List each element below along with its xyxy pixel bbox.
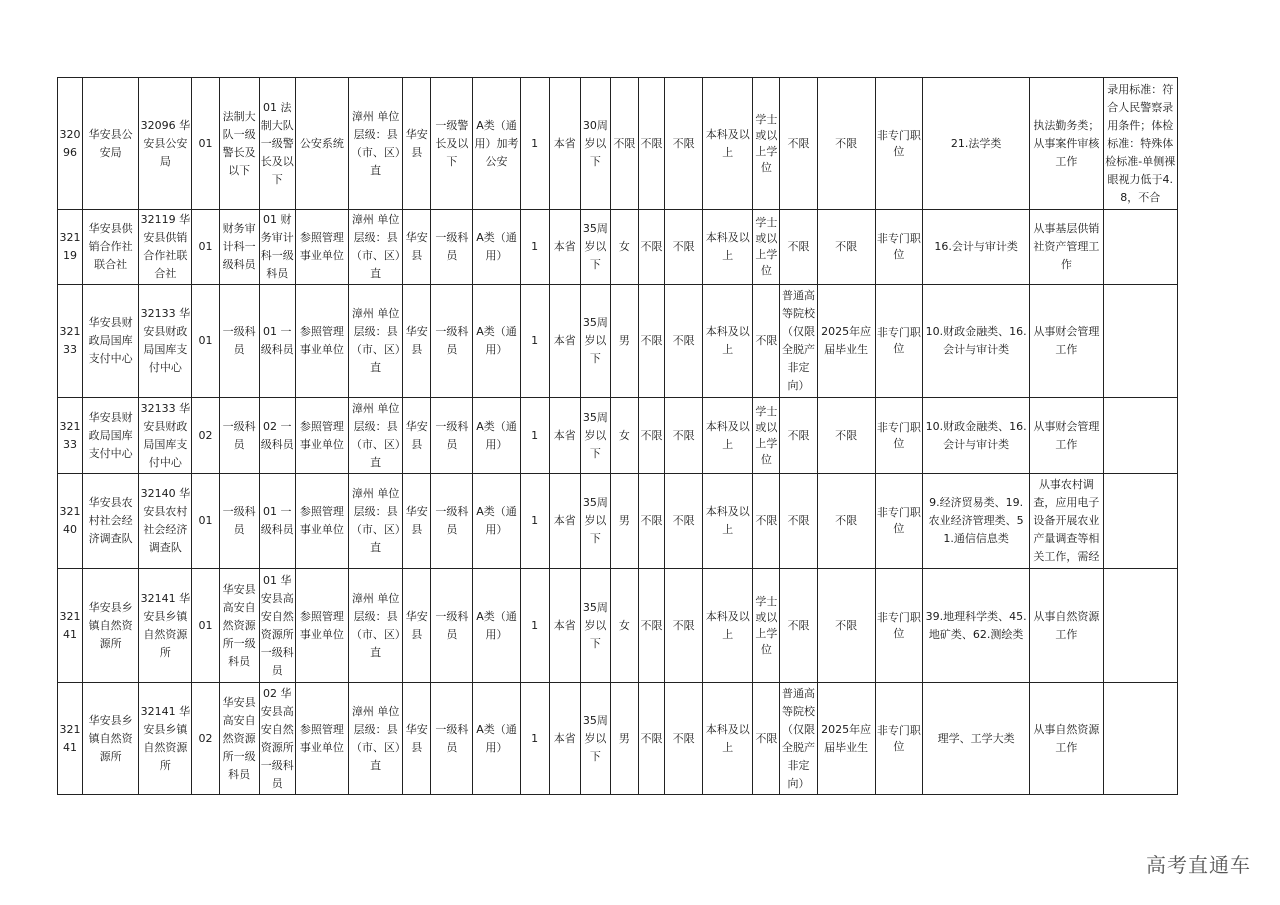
table-cell: 漳州 单位层级：县（市、区）直 <box>349 474 403 569</box>
table-cell: 32133 华安县财政局国库支付中心 <box>139 398 192 474</box>
table-cell: 本科及以上 <box>703 474 753 569</box>
table-cell: 2025年应届毕业生 <box>817 285 875 398</box>
table-cell: 男 <box>610 683 638 795</box>
table-cell: 一级科员 <box>219 285 259 398</box>
table-cell: 一级科员 <box>431 474 473 569</box>
table-cell <box>1103 210 1177 285</box>
table-cell: 01 一级科员 <box>259 285 295 398</box>
table-cell: 32141 华安县乡镇自然资源所 <box>139 569 192 683</box>
table-cell: 一级科员 <box>431 398 473 474</box>
table-cell <box>1103 474 1177 569</box>
table-cell: 不限 <box>638 285 664 398</box>
table-row <box>58 474 1178 569</box>
table-cell: 不限 <box>665 285 703 398</box>
table-cell: 一级科员 <box>431 569 473 683</box>
table-cell: 1 <box>520 683 549 795</box>
table-cell: 不限 <box>780 398 817 474</box>
table-cell: 32140 华安县农村社会经济调查队 <box>139 474 192 569</box>
table-cell: A类（通用）加考公安 <box>473 78 520 210</box>
table-cell: 不限 <box>638 78 664 210</box>
table-cell: 02 华安县高安自然资源所一级科员 <box>259 683 295 795</box>
table-row <box>58 78 1178 210</box>
table-cell: 华安县 <box>403 569 431 683</box>
table-cell: 39.地理科学类、45.地矿类、62.测绘类 <box>922 569 1029 683</box>
table-cell: 35周岁以下 <box>580 474 610 569</box>
table-cell: 本省 <box>549 398 580 474</box>
table-cell: 从事基层供销社资产管理工作 <box>1030 210 1103 285</box>
table-cell: A类（通用） <box>473 474 520 569</box>
table-cell: 非专门职位 <box>875 683 922 795</box>
table-row <box>58 285 1178 398</box>
table-cell <box>1103 285 1177 398</box>
table-cell: 不限 <box>665 474 703 569</box>
table-cell: 非专门职位 <box>875 78 922 210</box>
table-row <box>58 569 1178 683</box>
table-cell: 本省 <box>549 285 580 398</box>
table-cell: 1 <box>520 398 549 474</box>
table-cell: 学士或以上学位 <box>753 210 780 285</box>
table-cell: 男 <box>610 285 638 398</box>
table-cell: 35周岁以下 <box>580 210 610 285</box>
table-cell: 参照管理事业单位 <box>295 474 348 569</box>
table-cell: 华安县乡镇自然资源所 <box>83 569 139 683</box>
table-cell: 华安县财政局国库支付中心 <box>83 285 139 398</box>
table-cell: 32096 <box>58 78 83 210</box>
table-cell: 不限 <box>780 78 817 210</box>
table-cell: 9.经济贸易类、19.农业经济管理类、51.通信信息类 <box>922 474 1029 569</box>
table-cell <box>1103 683 1177 795</box>
table-cell: 漳州 单位层级：县（市、区）直 <box>349 210 403 285</box>
table-cell: 华安县 <box>403 78 431 210</box>
table-cell: 一级科员 <box>431 285 473 398</box>
table-cell: 32096 华安县公安局 <box>139 78 192 210</box>
table-cell: 参照管理事业单位 <box>295 210 348 285</box>
table-cell: 一级科员 <box>431 683 473 795</box>
table-cell: 华安县 <box>403 398 431 474</box>
table-cell: 从事自然资源工作 <box>1030 569 1103 683</box>
table-cell: 本省 <box>549 474 580 569</box>
watermark: 高考直通车 <box>1146 853 1251 877</box>
table-cell: 32133 <box>58 285 83 398</box>
table-cell: 01 <box>192 569 219 683</box>
table-cell: 参照管理事业单位 <box>295 398 348 474</box>
table-cell: 35周岁以下 <box>580 683 610 795</box>
table-cell: 漳州 单位层级：县（市、区）直 <box>349 398 403 474</box>
table-cell: 01 <box>192 474 219 569</box>
table-cell: 一级科员 <box>219 398 259 474</box>
table-cell: 本省 <box>549 210 580 285</box>
table-cell: 不限 <box>638 683 664 795</box>
table-cell: 本科及以上 <box>703 683 753 795</box>
table-cell: 华安县乡镇自然资源所 <box>83 683 139 795</box>
table-cell: 本省 <box>549 569 580 683</box>
table-cell: 不限 <box>753 285 780 398</box>
table-cell: 华安县高安自然资源所一级科员 <box>219 683 259 795</box>
table-row <box>58 683 1178 795</box>
table-cell: 32141 <box>58 683 83 795</box>
table-cell: 不限 <box>817 569 875 683</box>
table-cell: 华安县财政局国库支付中心 <box>83 398 139 474</box>
table-cell: 本科及以上 <box>703 398 753 474</box>
table-cell: 普通高等院校（仅限全脱产非定向） <box>780 285 817 398</box>
table-cell: 执法勤务类；从事案件审核工作 <box>1030 78 1103 210</box>
table-cell: 本科及以上 <box>703 210 753 285</box>
table-cell: 1 <box>520 474 549 569</box>
table-cell: 华安县高安自然资源所一级科员 <box>219 569 259 683</box>
table-cell: 本科及以上 <box>703 569 753 683</box>
table-cell: 非专门职位 <box>875 569 922 683</box>
table-cell: 漳州 单位层级：县（市、区）直 <box>349 569 403 683</box>
table-cell: 一级警长及以下 <box>431 78 473 210</box>
table-cell: 从事财会管理工作 <box>1030 285 1103 398</box>
table-cell: 男 <box>610 474 638 569</box>
table-cell: 非专门职位 <box>875 398 922 474</box>
table-cell: 不限 <box>780 569 817 683</box>
table-cell: 参照管理事业单位 <box>295 683 348 795</box>
table-cell: 参照管理事业单位 <box>295 285 348 398</box>
table-cell: 1 <box>520 78 549 210</box>
table-cell: 01 <box>192 78 219 210</box>
table-cell: 21.法学类 <box>922 78 1029 210</box>
table-cell: 本科及以上 <box>703 285 753 398</box>
table-cell: A类（通用） <box>473 210 520 285</box>
table-cell: 01 一级科员 <box>259 474 295 569</box>
table-row <box>58 398 1178 474</box>
table-cell: 32141 华安县乡镇自然资源所 <box>139 683 192 795</box>
job-table <box>57 77 1178 795</box>
table-cell: 财务审计科一级科员 <box>219 210 259 285</box>
table-cell: 不限 <box>665 210 703 285</box>
table-cell: 不限 <box>665 78 703 210</box>
table-cell: 理学、工学大类 <box>922 683 1029 795</box>
table-cell: 不限 <box>610 78 638 210</box>
table-cell: 32119 <box>58 210 83 285</box>
table-cell: 35周岁以下 <box>580 398 610 474</box>
table-cell: 非专门职位 <box>875 285 922 398</box>
table-cell: 01 财务审计科一级科员 <box>259 210 295 285</box>
table-cell: 华安县 <box>403 474 431 569</box>
table-cell: 华安县农村社会经济调查队 <box>83 474 139 569</box>
table-cell: 非专门职位 <box>875 210 922 285</box>
table-cell: 一级科员 <box>431 210 473 285</box>
table-cell: 不限 <box>665 683 703 795</box>
table-cell: 华安县公安局 <box>83 78 139 210</box>
table-cell: A类（通用） <box>473 683 520 795</box>
table-cell: 不限 <box>638 210 664 285</box>
table-cell: 参照管理事业单位 <box>295 569 348 683</box>
table-cell: 学士或以上学位 <box>753 569 780 683</box>
table-cell: 32133 华安县财政局国库支付中心 <box>139 285 192 398</box>
table-cell: 不限 <box>817 210 875 285</box>
table-cell <box>1103 569 1177 683</box>
table-cell: 本省 <box>549 683 580 795</box>
table-cell: 公安系统 <box>295 78 348 210</box>
table-cell: 01 <box>192 285 219 398</box>
table-cell: 不限 <box>665 398 703 474</box>
table-cell: 01 法制大队一级警长及以下 <box>259 78 295 210</box>
table-cell: 漳州 单位层级：县（市、区）直 <box>349 78 403 210</box>
table-cell: 1 <box>520 210 549 285</box>
table-cell: 华安县 <box>403 683 431 795</box>
table-cell: A类（通用） <box>473 285 520 398</box>
table-cell: 35周岁以下 <box>580 285 610 398</box>
table-cell: 从事财会管理工作 <box>1030 398 1103 474</box>
table-cell <box>1103 398 1177 474</box>
table-cell: 不限 <box>638 569 664 683</box>
table-cell: 女 <box>610 210 638 285</box>
table-cell: 10.财政金融类、16.会计与审计类 <box>922 285 1029 398</box>
table-cell: 32140 <box>58 474 83 569</box>
table-cell: 10.财政金融类、16.会计与审计类 <box>922 398 1029 474</box>
table-cell: 不限 <box>780 210 817 285</box>
table-cell: 学士或以上学位 <box>753 398 780 474</box>
table-cell: 16.会计与审计类 <box>922 210 1029 285</box>
table-cell: 32119 华安县供销合作社联合社 <box>139 210 192 285</box>
table-cell: 32141 <box>58 569 83 683</box>
table-cell: A类（通用） <box>473 398 520 474</box>
table-cell: 不限 <box>780 474 817 569</box>
table-cell: 本科及以上 <box>703 78 753 210</box>
table-cell: 华安县供销合作社联合社 <box>83 210 139 285</box>
table-cell: 2025年应届毕业生 <box>817 683 875 795</box>
table-cell: 32133 <box>58 398 83 474</box>
table-cell: 法制大队一级警长及以下 <box>219 78 259 210</box>
table-cell: 非专门职位 <box>875 474 922 569</box>
table-cell: 不限 <box>638 474 664 569</box>
table-cell: 女 <box>610 398 638 474</box>
table-cell: 从事自然资源工作 <box>1030 683 1103 795</box>
table-cell: A类（通用） <box>473 569 520 683</box>
table-cell: 不限 <box>817 78 875 210</box>
table-cell: 女 <box>610 569 638 683</box>
table-cell: 02 一级科员 <box>259 398 295 474</box>
table-cell: 不限 <box>638 398 664 474</box>
table-cell: 30周岁以下 <box>580 78 610 210</box>
table-cell: 不限 <box>665 569 703 683</box>
table-cell: 漳州 单位层级：县（市、区）直 <box>349 285 403 398</box>
table-cell: 不限 <box>753 683 780 795</box>
table-cell: 不限 <box>817 398 875 474</box>
table-cell: 从事农村调查，应用电子设备开展农业产量调查等相关工作，需经 <box>1030 474 1103 569</box>
table-cell: 不限 <box>817 474 875 569</box>
table-cell: 漳州 单位层级：县（市、区）直 <box>349 683 403 795</box>
table-cell: 华安县 <box>403 285 431 398</box>
table-cell: 35周岁以下 <box>580 569 610 683</box>
table-row <box>58 210 1178 285</box>
table-cell: 02 <box>192 683 219 795</box>
table-cell: 1 <box>520 569 549 683</box>
table-cell: 普通高等院校（仅限全脱产非定向） <box>780 683 817 795</box>
table-cell: 不限 <box>753 474 780 569</box>
table-cell: 录用标准：符合人民警察录用条件；体检标准：特殊体检标准-单侧裸眼视力低于4.8，不合 <box>1103 78 1177 210</box>
table-cell: 本省 <box>549 78 580 210</box>
table-cell: 学士或以上学位 <box>753 78 780 210</box>
table-cell: 01 华安县高安自然资源所一级科员 <box>259 569 295 683</box>
table-cell: 1 <box>520 285 549 398</box>
table-cell: 01 <box>192 210 219 285</box>
table-cell: 02 <box>192 398 219 474</box>
table-cell: 一级科员 <box>219 474 259 569</box>
table-cell: 华安县 <box>403 210 431 285</box>
